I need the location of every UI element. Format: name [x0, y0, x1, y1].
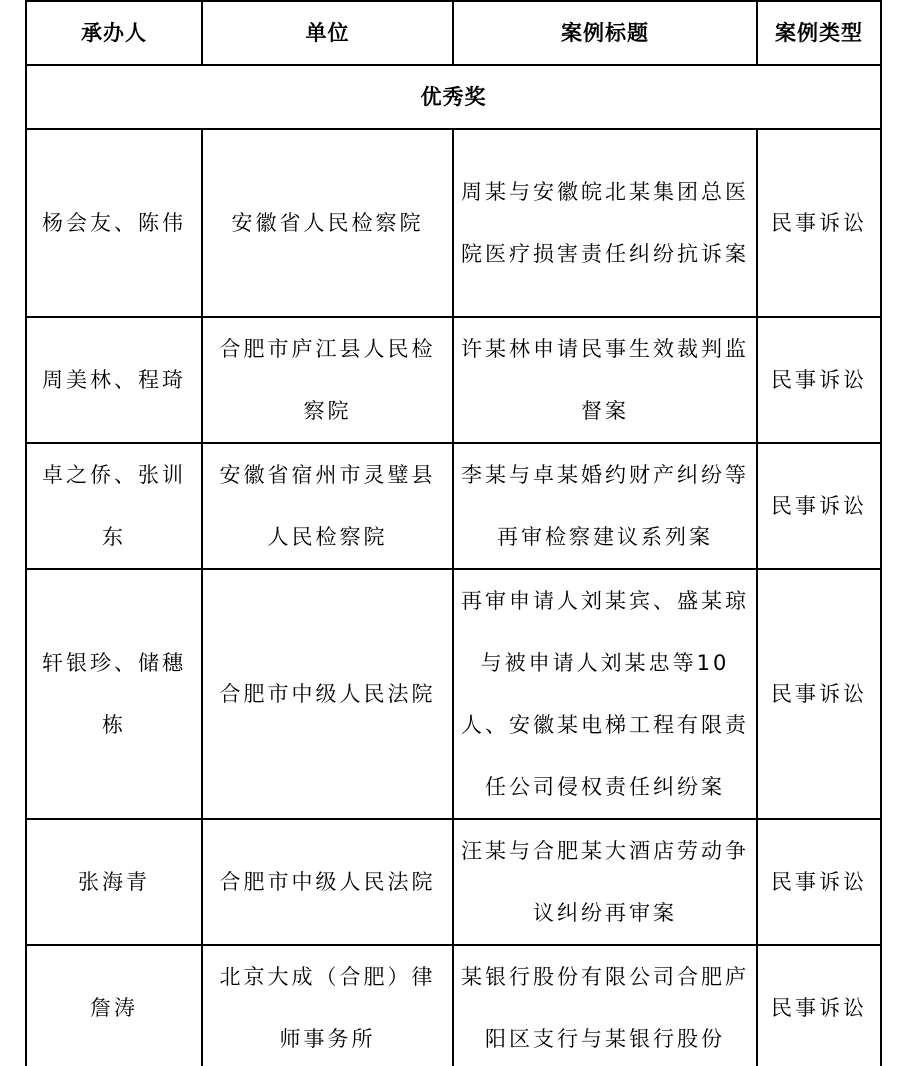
cell-type: 民事诉讼 — [757, 129, 881, 317]
cell-type: 民事诉讼 — [757, 317, 881, 443]
table-row — [26, 443, 881, 569]
header-row — [26, 1, 881, 65]
table-row — [26, 129, 881, 317]
cell-type: 民事诉讼 — [757, 569, 881, 819]
table-row — [26, 945, 881, 1066]
cell-unit: 安徽省宿州市灵璧县人民检察院 — [202, 443, 453, 569]
cell-title: 许某林申请民事生效裁判监督案 — [453, 317, 757, 443]
cell-person: 詹涛 — [26, 945, 202, 1066]
cell-unit: 北京大成（合肥）律师事务所 — [202, 945, 453, 1066]
header-type: 案例类型 — [757, 1, 881, 65]
table-body — [26, 65, 881, 1066]
cell-unit: 安徽省人民检察院 — [202, 129, 453, 317]
table-row — [26, 819, 881, 945]
cell-title: 再审申请人刘某宾、盛某琼与被申请人刘某忠等10人、安徽某电梯工程有限责任公司侵权责任纠纷案 — [453, 569, 757, 819]
header-unit: 单位 — [202, 1, 453, 65]
table-row — [26, 317, 881, 443]
cell-title: 某银行股份有限公司合肥庐阳区支行与某银行股份 — [453, 945, 757, 1066]
cell-person: 杨会友、陈伟 — [26, 129, 202, 317]
cell-title: 周某与安徽皖北某集团总医院医疗损害责任纠纷抗诉案 — [453, 129, 757, 317]
cell-person: 周美林、程琦 — [26, 317, 202, 443]
cell-unit: 合肥市中级人民法院 — [202, 819, 453, 945]
cell-title: 汪某与合肥某大酒店劳动争议纠纷再审案 — [453, 819, 757, 945]
award-table — [25, 0, 882, 1066]
cell-person: 张海青 — [26, 819, 202, 945]
cell-unit: 合肥市庐江县人民检察院 — [202, 317, 453, 443]
cell-type: 民事诉讼 — [757, 945, 881, 1066]
cell-type: 民事诉讼 — [757, 443, 881, 569]
cell-type: 民事诉讼 — [757, 819, 881, 945]
cell-person: 卓之侨、张训东 — [26, 443, 202, 569]
table-row — [26, 569, 881, 819]
header-title: 案例标题 — [453, 1, 757, 65]
header-person: 承办人 — [26, 1, 202, 65]
cell-unit: 合肥市中级人民法院 — [202, 569, 453, 819]
section-row — [26, 65, 881, 129]
table-header — [26, 1, 881, 65]
section-label: 优秀奖 — [26, 65, 881, 129]
cell-person: 轩银珍、储穗栋 — [26, 569, 202, 819]
cell-title: 李某与卓某婚约财产纠纷等再审检察建议系列案 — [453, 443, 757, 569]
